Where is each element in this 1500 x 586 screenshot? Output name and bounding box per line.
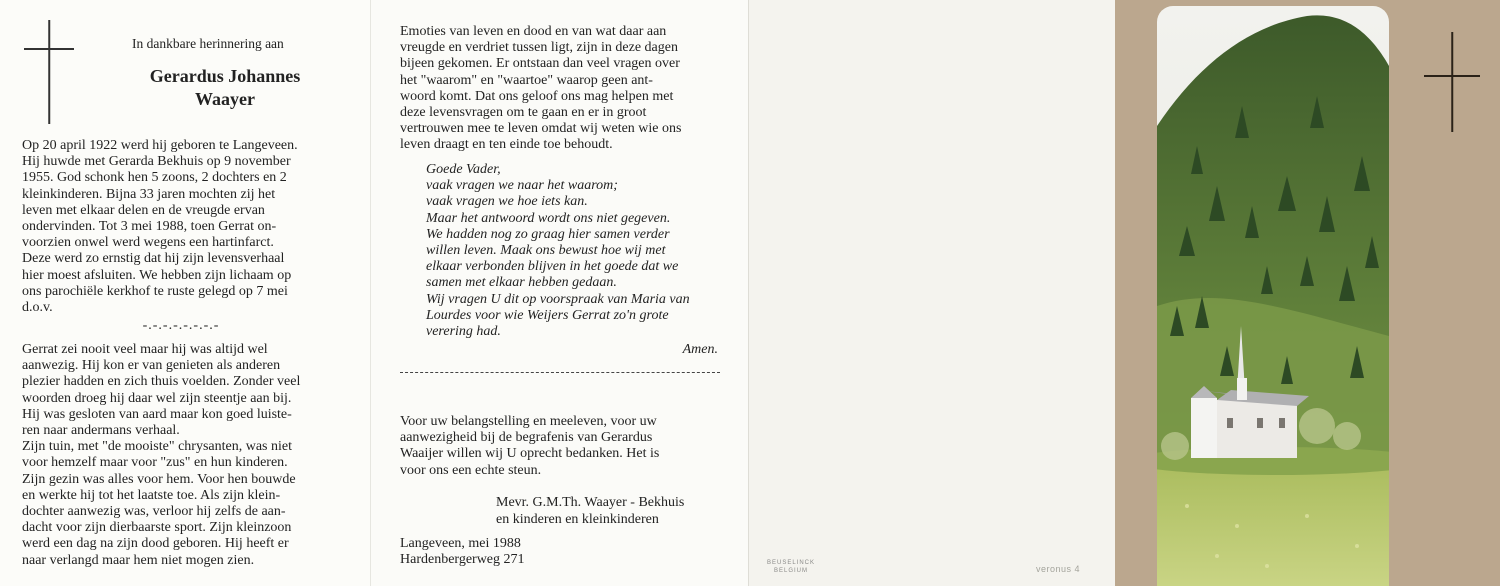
memory-line: Hij was gesloten van aard maar kon goed luiste- [22,406,292,422]
emotion-line: woord komt. Dat ons geloof ons mag helpen met [400,88,674,104]
bio-line: Deze werd zo ernstig dat hij zijn levensverhaal [22,251,285,267]
printer-mark [767,559,815,575]
prayer-line: Lourdes voor wie Weijers Gerrat zo'n grote [426,307,669,323]
deceased-name-last: Waayer [195,89,255,109]
cross-icon [24,20,74,124]
memory-line: Zijn tuin, met "de mooiste" chrysanten, was niet [22,439,292,455]
bio-line: leven met elkaar delen en de vreugde ervan [22,202,265,218]
memory-line: naar verlangd maar hem niet mogen zien. [22,552,255,568]
memory-paragraph [22,342,340,569]
signature-name: Mevr. G.M.Th. Waayer - Bekhuis [496,495,685,510]
prayer-line: elkaar verbonden blijven in het goede dat we [426,259,679,275]
memory-line: dacht voor zijn dierbaarste sport. Zijn kleinzoon [22,520,292,536]
bio-line: 1955. God schonk hen 5 zoons, 2 dochters en 2 [22,170,287,186]
memory-line: voor hemzelf maar voor "zus" en hun kinderen. [22,455,288,471]
card-inside-blank-panel [748,0,1116,586]
memory-line: plezier hadden en zich thuis voelden. Zonder veel [22,374,301,390]
emotion-line: deze levensvragen om te gaan en er in groot [400,105,647,121]
prayer-line: vaak vragen we hoe iets kan. [426,194,588,210]
signature-family: en kinderen en kleinkinderen [496,512,659,527]
address: Hardenbergerweg 271 [400,552,525,567]
thanks-line: aanwezigheid bij de begrafenis van Gerardus [400,430,653,446]
bio-line: kleinkinderen. Bijna 33 jaren mochten zij het [22,186,276,202]
emotion-line: vreugde en verdriet tussen ligt, zijn in deze dagen [400,40,678,56]
biography-paragraph [22,138,340,316]
memory-line: Gerrat zei nooit veel maar hij was altijd wel [22,342,268,357]
bio-line: ondervinden. Tot 3 mei 1988, toen Gerrat on- [22,219,277,235]
prayer-line: willen leven. Maak ons bewust hoe wij met [426,243,666,259]
cover-cross-icon [1424,32,1480,132]
prayer-line: Goede Vader, [426,162,501,177]
prayer-poem [426,162,720,340]
bio-line: ons parochiële kerkhof te ruste gelegd op 7 mei [22,283,288,299]
emotions-paragraph [400,24,720,154]
chapel-landscape-photo [1157,6,1389,586]
memory-line: en werkte hij tot het laatste toe. Als zijn klein- [22,487,281,503]
bio-line: d.o.v. [22,300,53,316]
thanks-line: Voor uw belangstelling en meeleven, voor uw [400,414,657,429]
thanks-line: voor ons een echte steun. [400,462,542,478]
thanks-line: Waaijer willen wij U oprecht bedanken. Het is [400,446,660,462]
place-date: Langeveen, mei 1988 [400,536,521,551]
memory-line: werd een dag na zijn dood geboren. Hij heeft er [22,536,289,552]
series-number: veronus 4 [1036,564,1081,574]
prayer-line: vaak vragen we naar het waarom; [426,178,618,194]
deceased-name-first: Gerardus Johannes [149,66,301,86]
memory-line: woorden droeg hij daar wel zijn steentje aan bij. [22,390,292,406]
emotion-line: vertrouwen mee te leven omdat wij weten wie ons [400,121,682,137]
thanks-paragraph [400,414,720,479]
emotion-line: Emoties van leven en dood en van wat daar aan [400,24,667,39]
bio-line: Op 20 april 1922 werd hij geboren te Langeveen. [22,138,298,153]
prayer-line: Wij vragen U dit op voorspraak van Maria van [426,291,690,307]
emotion-line: het "waarom" en "waartoe" waarop geen ant- [400,72,653,88]
prayer-line: verering had. [426,324,501,340]
memorial-card-left-panel [0,0,370,586]
bio-line: voorzien onwel werd wegens een hartinfarct. [22,235,274,251]
prayer-line: Maar het antwoord wordt ons niet gegeven. [426,210,671,226]
emotion-line: leven draagt en ten einde toe behoudt. [400,137,613,153]
intro-text: In dankbare herinnering aan [132,36,284,51]
memory-line: ren naar andermans verhaal. [22,423,180,439]
bio-line: hier moest afsluiten. We hebben zijn lichaam op [22,267,292,283]
printer-name: BEUSELINCK [767,560,816,566]
emotion-line: bijeen gekomen. Er ontstaan dan veel vragen over [400,56,680,72]
memory-line: dochter aanwezig was, verloor hij zelfs de aan- [22,504,286,520]
dashed-divider [400,372,720,373]
memory-line: Zijn gezin was alles voor hem. Voor hen bouwde [22,471,296,487]
bio-line: Hij huwde met Gerarda Bekhuis op 9 november [22,154,291,170]
prayer-line: samen met elkaar hebben gedaan. [426,275,617,291]
section-separator: -.-.-.-.-.-.-.- [142,318,220,333]
printer-country: BELGIUM [774,568,809,574]
prayer-line: We hadden nog zo graag hier samen verder [426,226,670,242]
memory-line: aanwezig. Hij kon er van genieten als anderen [22,358,281,374]
amen-text: Amen. [682,342,718,357]
